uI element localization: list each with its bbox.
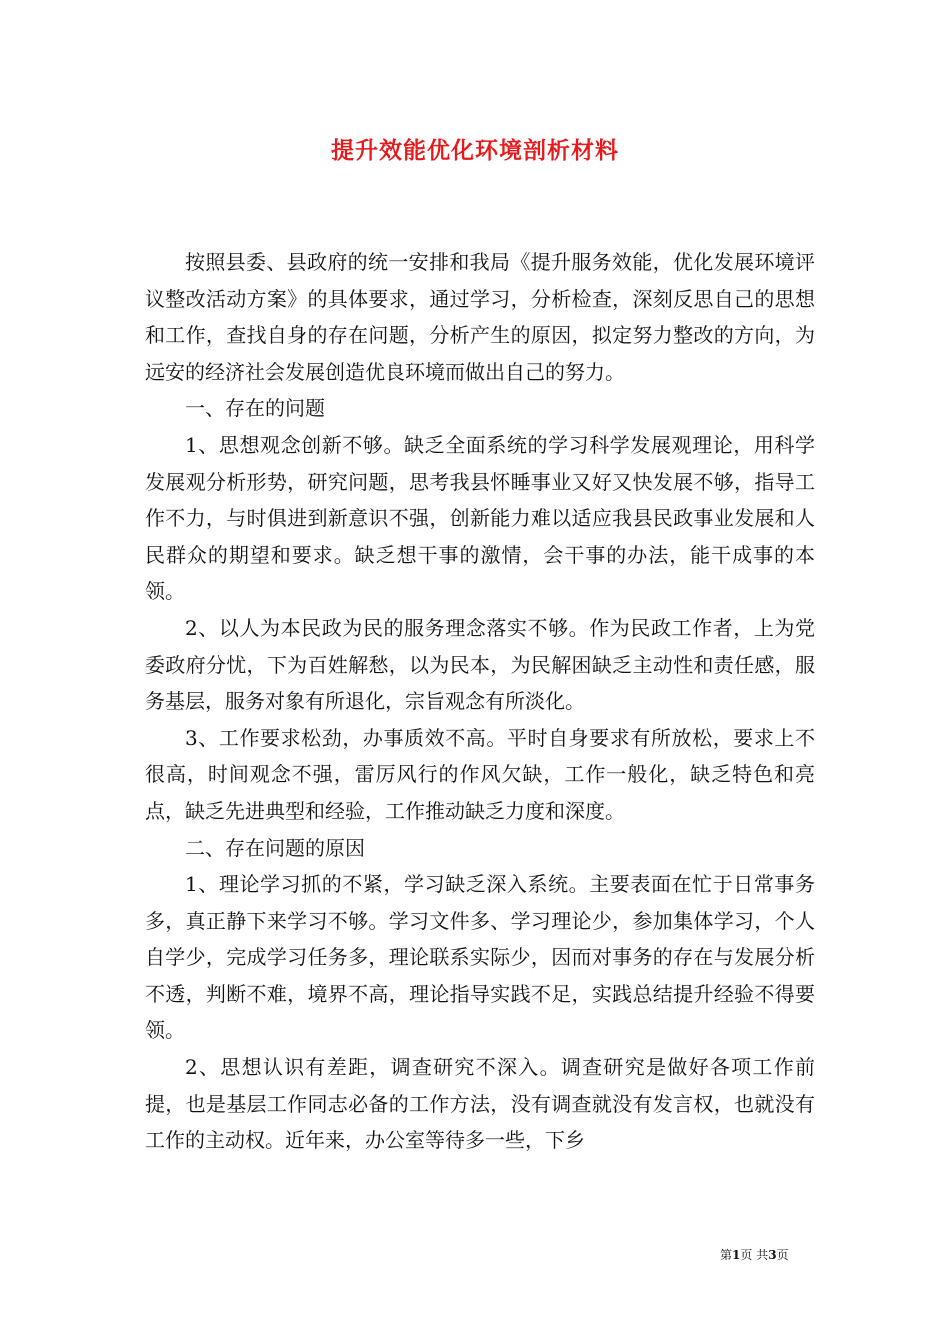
heading-problem-causes: 二、存在问题的原因 (185, 835, 365, 860)
page-title: 提升效能优化环境剖析材料 (331, 137, 619, 164)
footer-suffix: 页 (776, 1248, 789, 1262)
paragraph-intro: 按照县委、县政府的统一安排和我局《提升服务效能，优化发展环境评议整改活动方案》的具体要求，通过学习，分析检查，深刻反思自己的思想和工作，查找自身的存在问题，分析产生的原因，拟定努力整改的方向，为远安的经济社会发展创造优良环境而做出自己的努力。 (145, 250, 815, 384)
paragraph-problem-2: 2、以人为本民政为民的服务理念落实不够。作为民政工作者，上为党委政府分忧，下为百姓解愁，以为民本，为民解困缺乏主动性和责任感，服务基层，服务对象有所退化，宗旨观念有所淡化。 (145, 615, 815, 714)
paragraph-problem-3: 3、工作要求松劲，办事质效不高。平时自身要求有所放松，要求上不很高，时间观念不强，雷厉风行的作风欠缺，工作一般化，缺乏特色和亮点，缺乏先进典型和经验，工作推动缺乏力度和深度。 (145, 725, 815, 823)
footer-middle: 页 共 (740, 1248, 769, 1262)
footer-total-pages: 3 (768, 1248, 777, 1262)
paragraph-problem-1: 1、思想观念创新不够。缺乏全面系统的学习科学发展观理论，用科学发展观分析形势，研究问题，思考我县怀睡事业又好又快发展不够，指导工作不力，与时俱进到新意识不强，创新能力难以适应我县民政事业发展和人民群众的期望和要求。缺乏想干事的激情，会干事的办法，能干成事的本领。 (145, 432, 815, 604)
paragraph-cause-1: 1、理论学习抓的不紧，学习缺乏深入系统。主要表面在忙于日常事务多，真正静下来学习不够。学习文件多、学习理论少，参加集体学习，个人自学少，完成学习任务多，理论联系实际少，因而对事务的存在与发展分析不透，判断不难，境界不高，理论指导实践不足，实践总结提升经验不得要领。 (145, 872, 815, 1043)
document-body (145, 244, 815, 1159)
footer-prefix: 第 (720, 1248, 733, 1262)
heading-existing-problems: 一、存在的问题 (185, 396, 325, 421)
page-footer (720, 1247, 840, 1263)
paragraph-cause-2: 2、思想认识有差距，调查研究不深入。调查研究是做好各项工作前提，也是基层工作同志必备的工作方法，没有调查就没有发言权，也就没有工作的主动权。近年来，办公室等待多一些，下乡 (145, 1055, 815, 1153)
footer-page-number: 1 (732, 1248, 741, 1262)
